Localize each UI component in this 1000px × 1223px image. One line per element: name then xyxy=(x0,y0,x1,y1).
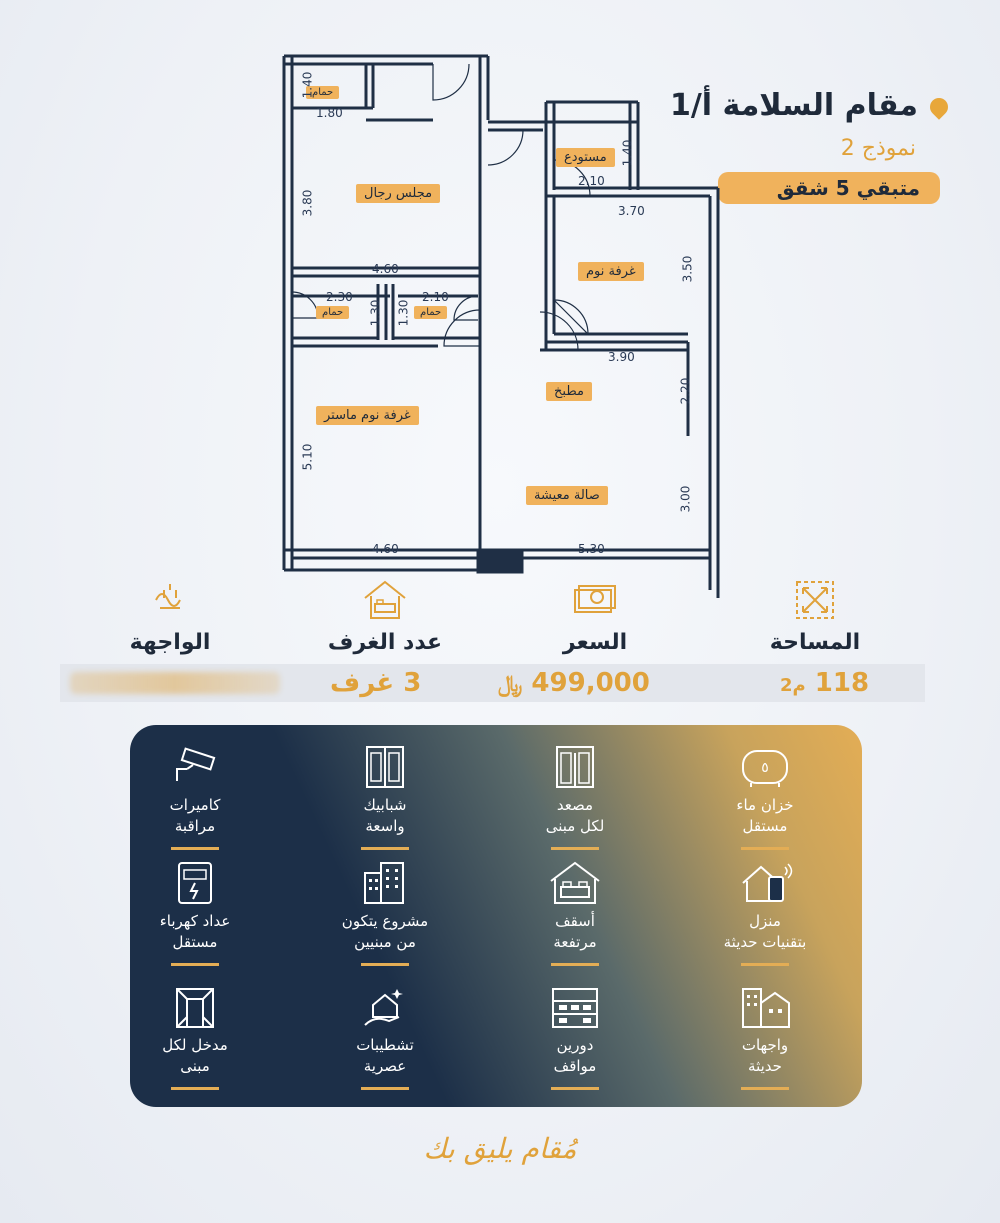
dimension-label: 2.10 xyxy=(422,290,449,304)
dimension-label: 5.30 xyxy=(578,542,605,556)
rooms-label: عدد الغرف xyxy=(327,630,443,655)
remaining-badge xyxy=(718,172,940,204)
feature-line2: مستقل xyxy=(742,817,788,835)
money-icon xyxy=(571,578,619,622)
camera-icon xyxy=(165,745,225,789)
remaining-label: متبقي 5 شقق xyxy=(776,176,920,200)
parking-icon xyxy=(545,985,605,1029)
features-panel xyxy=(130,725,862,1107)
feature-line2: واسعة xyxy=(365,817,405,835)
feature-line1: أسقف xyxy=(555,912,595,930)
room-label-living: صالة معيشة xyxy=(526,486,608,505)
area-icon xyxy=(791,578,839,622)
stat-area xyxy=(760,578,870,655)
feature-line2: مستقل xyxy=(172,933,218,951)
feature-line2: بتقنيات حديثة xyxy=(723,933,807,951)
feature-parking xyxy=(500,985,650,1090)
feature-underline xyxy=(361,847,409,850)
feature-line2: لكل مبنى xyxy=(545,817,605,835)
feature-smart-home xyxy=(690,861,840,966)
facade-value-blurred xyxy=(70,672,280,694)
feature-entrance xyxy=(120,985,270,1090)
dimension-label: 3.70 xyxy=(618,204,645,218)
facade-icon xyxy=(735,985,795,1029)
dimension-label: 1.80 xyxy=(316,106,343,120)
feature-line1: واجهات xyxy=(741,1036,789,1054)
feature-line1: عداد كهرباء xyxy=(159,912,231,930)
stat-facade xyxy=(110,578,230,655)
room-label-bath-mid: حمام xyxy=(414,306,447,319)
dimension-label: 1.40 xyxy=(620,139,635,167)
feature-line2: مراقبة xyxy=(174,817,216,835)
rooms-value: 3 غرف xyxy=(330,668,422,698)
entrance-icon xyxy=(165,985,225,1029)
feature-line2: من مبنيين xyxy=(354,933,416,951)
feature-line2: مبنى xyxy=(180,1057,210,1075)
area-unit: م2 xyxy=(780,675,806,696)
stat-price xyxy=(540,578,650,655)
feature-line2: مواقف xyxy=(553,1057,597,1075)
stat-rooms xyxy=(310,578,460,655)
feature-underline xyxy=(551,1087,599,1090)
area-value xyxy=(780,664,869,702)
feature-line2: مرتفعة xyxy=(553,933,597,951)
feature-elevator xyxy=(500,745,650,850)
window-icon xyxy=(355,745,415,789)
high-ceiling-icon xyxy=(545,861,605,905)
dimension-label: 1.40 xyxy=(300,71,315,99)
dimension-label: 2.10 xyxy=(578,174,605,188)
electric-meter-icon xyxy=(165,861,225,905)
dimension-label: 2.20 xyxy=(678,377,693,405)
room-label-master-bedroom: غرفة نوم ماستر xyxy=(316,406,419,425)
feature-line1: مدخل لكل xyxy=(162,1036,228,1054)
feature-underline xyxy=(171,847,219,850)
feature-water-tank xyxy=(690,745,840,850)
location-pin-icon xyxy=(926,94,951,119)
svg-text:٥: ٥ xyxy=(761,760,769,776)
feature-line2: حديثة xyxy=(748,1057,782,1075)
dimension-label: 3.80 xyxy=(300,189,315,217)
dimension-label: 4.60 xyxy=(372,262,399,276)
room-label-majlis: مجلس رجال xyxy=(356,184,440,203)
dimension-label: 3.90 xyxy=(608,350,635,364)
feature-cameras xyxy=(120,745,270,850)
feature-underline xyxy=(551,847,599,850)
project-title: مقام السلامة أ/1 xyxy=(669,88,918,123)
feature-line1: دورين xyxy=(556,1036,594,1054)
room-label-bath-left: حمام xyxy=(316,306,349,319)
feature-line1: خزان ماء xyxy=(736,796,794,814)
feature-underline xyxy=(741,1087,789,1090)
room-label-bath-top: حمام xyxy=(306,86,339,99)
smart-home-icon xyxy=(735,861,795,905)
feature-high-ceilings xyxy=(500,861,650,966)
feature-modern-facades xyxy=(690,985,840,1090)
feature-underline xyxy=(361,963,409,966)
dimension-label: 5.10 xyxy=(300,443,315,471)
floor-plan xyxy=(278,50,728,605)
feature-underline xyxy=(361,1087,409,1090)
buildings-icon xyxy=(355,861,415,905)
price-label: السعر xyxy=(562,630,628,655)
room-label-storage: مستودع xyxy=(556,148,615,167)
elevator-icon xyxy=(545,745,605,789)
feature-windows xyxy=(310,745,460,850)
room-label-kitchen: مطبخ xyxy=(546,382,592,401)
feature-line1: مصعد xyxy=(556,796,594,814)
feature-underline xyxy=(741,847,789,850)
feature-line2: عصرية xyxy=(363,1057,407,1075)
facade-label: الواجهة xyxy=(129,630,211,655)
feature-underline xyxy=(741,963,789,966)
bed-house-icon xyxy=(361,578,409,622)
dimension-label: 1.30 xyxy=(368,299,383,327)
dimension-label: 4.60 xyxy=(372,542,399,556)
dimension-label: 3.00 xyxy=(678,485,693,513)
feature-electric-meter xyxy=(120,861,270,966)
floor-plan-walls xyxy=(278,50,728,605)
dimension-label: 2.30 xyxy=(326,290,353,304)
feature-line1: منزل xyxy=(749,912,781,930)
feature-underline xyxy=(551,963,599,966)
area-label: المساحة xyxy=(769,630,861,655)
slogan: مُقام يليق بك xyxy=(423,1132,577,1165)
water-tank-icon xyxy=(735,745,795,789)
price-value xyxy=(498,664,650,702)
feature-line1: مشروع يتكون xyxy=(341,912,429,930)
room-label-bedroom: غرفة نوم xyxy=(578,262,644,281)
price-number: 499,000 xyxy=(531,668,650,698)
feature-underline xyxy=(171,963,219,966)
compass-directions-icon xyxy=(146,578,194,622)
feature-underline xyxy=(171,1087,219,1090)
area-number: 118 xyxy=(814,668,870,698)
feature-line1: كاميرات xyxy=(169,796,221,814)
finishing-icon xyxy=(355,985,415,1029)
model-label: نموذج 2 xyxy=(840,136,916,161)
dimension-label: 1.30 xyxy=(396,299,411,327)
currency-symbol: ﷼ xyxy=(498,672,523,697)
dimension-label: 3.50 xyxy=(680,255,695,283)
feature-two-buildings xyxy=(310,861,460,966)
feature-line1: شبابيك xyxy=(363,796,407,814)
feature-line1: تشطيبات xyxy=(356,1036,414,1054)
feature-modern-finishing xyxy=(310,985,460,1090)
